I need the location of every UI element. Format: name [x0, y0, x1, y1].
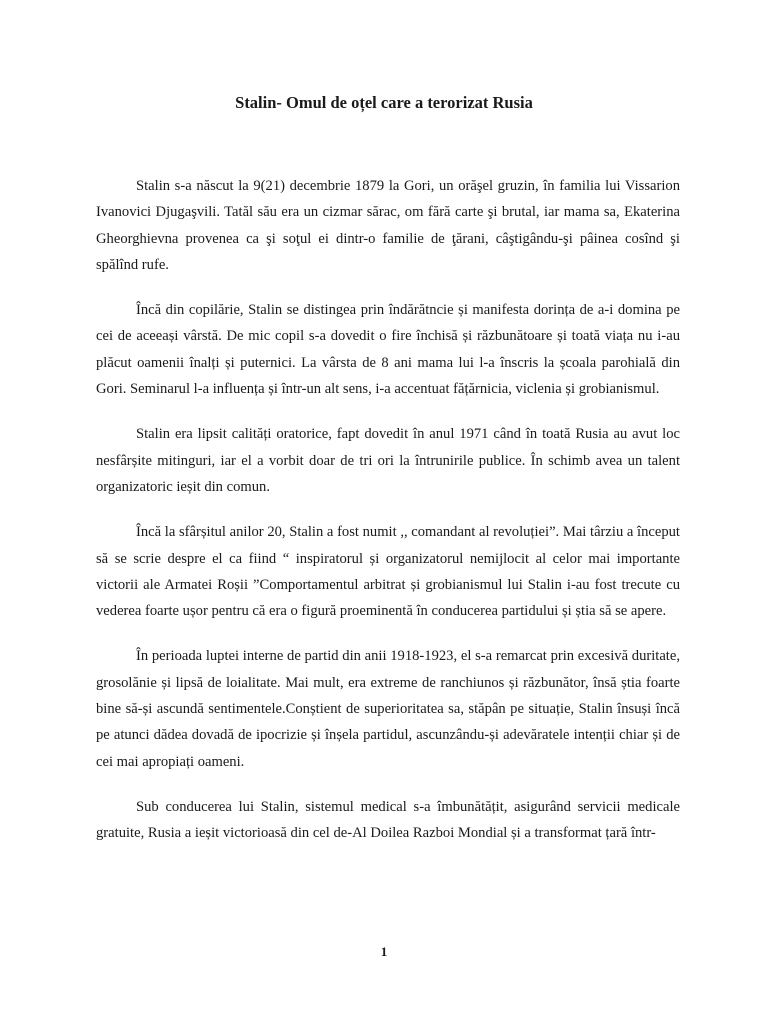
paragraph-medical-system: Sub conducerea lui Stalin, sistemul medical s-a îmbunătățit, asigurând servicii medicale gratuite, Rusia a ieșit victorioasă din cel de-Al Doilea Razboi Mondial și a transformat țară într- — [96, 798, 680, 842]
paragraph-birth: Stalin s-a născut la 9(21) decembrie 1879 la Gori, un orăşel gruzin, în familia lui Vissarion Ivanovici Djugaşvili. Tatăl său era un cizmar sărac, om fără carte şi brutal, iar mama sa, Ekaterina Gheorghievna provenea ca şi soţul ei dintr-o familie de ţărani, câştigându-şi pâinea cosînd şi spălînd rufe. — [96, 178, 680, 273]
paragraph-party-struggle: În perioada luptei interne de partid din anii 1918-1923, el s-a remarcat prin excesivă duritate, grosolănie și lipsă de loialitate. Mai mult, era extreme de ranchiunos și răzbunător, însă știa foarte bine să-și ascundă sentimentele.Conștient de superioritatea sa, stăpân pe situație, Stalin însuși încă pe atunci dădea dovadă de ipocrizie și înșela partidul, ascunzându-și adevăratele intenții chiar și de cei mai apropiați oameni. — [96, 648, 680, 770]
document-body — [96, 173, 680, 866]
page-title: Stalin- Omul de oțel care a terorizat Rusia — [235, 93, 533, 112]
page-number: 1 — [380, 944, 388, 959]
paragraph-oratory: Stalin era lipsit calități oratorice, fapt dovedit în anul 1971 când în toată Rusia au avut loc nesfârșite mitinguri, iar el a vorbit doar de tri ori la întrunirile publice. În schimb avea un talent organizatoric ieșit din comun. — [96, 426, 680, 495]
paragraph-childhood: Încă din copilărie, Stalin se distingea prin îndărătncie și manifesta dorința de a-i domina pe cei de aceeași vârstă. De mic copil s-a dovedit o fire închisă și răzbunătoare și toată viața nu i-au plăcut oamenii înalți și puternici. La vârsta de 8 ani mama lui l-a înscris la școala parohială din Gori. Seminarul l-a influența și într-un alt sens, i-a accentuat fățărnicia, viclenia și grobianismul. — [96, 302, 680, 398]
paragraph-commander: Încă la sfârșitul anilor 20, Stalin a fost numit ,, comandant al revoluției”. Mai târziu a început să se scrie despre el ca fiind “ inspiratorul și organizatorul nemijlocit al celor mai importante victorii ale Armatei Roșii ”Comportamentul arbitrat și grobianismul lui Stalin i-au fost trecute cu vederea foarte ușor pentru că era o figură proeminentă în conducerea partidului și știa să se apere. — [96, 524, 680, 620]
